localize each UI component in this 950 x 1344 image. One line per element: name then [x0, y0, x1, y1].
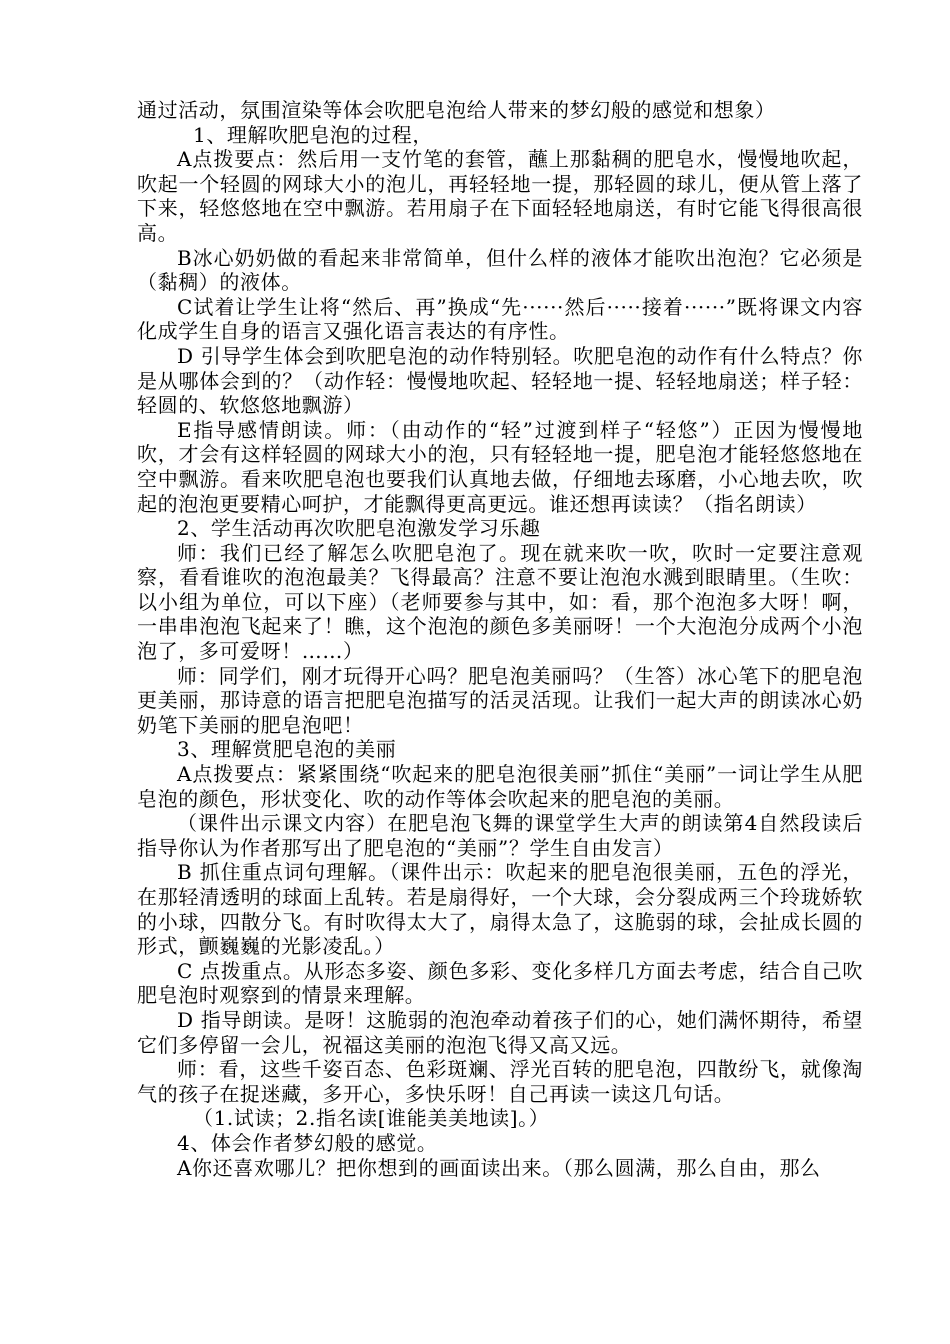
paragraph-2-teacher-2: 师：同学们，刚才玩得开心吗？肥皂泡美丽吗？（生答）冰心笔下的肥皂泡更美丽，那诗意的语言把肥皂泡描写的活灵活现。让我们一起大声的朗读冰心奶奶笔下美丽的肥皂泡吧！ [137, 663, 863, 737]
paragraph-intro-continuation: 通过活动，氛围渲染等体会吹肥皂泡给人带来的梦幻般的感觉和想象） [137, 98, 776, 122]
document-page [137, 98, 863, 1180]
heading-section-3: 3、理解赏肥皂泡的美丽 [177, 737, 397, 762]
heading-section-1: 1、理解吹肥皂泡的过程， [193, 122, 433, 147]
paragraph-3-teacher: 师：看，这些千姿百态、色彩斑斓、浮光百转的肥皂泡，四散纷飞，就像淘气的孩子在捉迷藏，多开心，多快乐呀！自己再读一读这几句话。 [137, 1057, 863, 1106]
paragraph-1e: E指导感情朗读。师：（由动作的“轻”过渡到样子“轻悠”）正因为慢慢地吹，才会有这样轻圆的网球大小的泡，只有轻轻地一提，肥皂泡才能轻悠悠地在空中飘游。看来吹肥皂泡也要我们认真地去做，仔细地去琢磨，小心地去吹，吹起的泡泡更要精心呵护，才能飘得更高更远。谁还想再读读？（指名朗读） [137, 417, 863, 516]
paragraph-2-teacher-1: 师：我们已经了解怎么吹肥皂泡了。现在就来吹一吹，吹时一定要注意观察，看看谁吹的泡泡最美？飞得最高？注意不要让泡泡水溅到眼睛里。（生吹：以小组为单位，可以下座）（老师要参与其中，如：看，那个泡泡多大呀！啊，一串串泡泡飞起来了！瞧，这个泡泡的颜色多美丽呀！一个大泡泡分成两个小泡泡了，多可爱呀！……） [137, 540, 863, 664]
paragraph-3c: C 点拨重点。从形态多姿、颜色多彩、变化多样几方面去考虑，结合自己吹肥皂泡时观察到的情景来理解。 [137, 958, 863, 1008]
paragraph-1d: D 引导学生体会到吹肥皂泡的动作特别轻。吹肥皂泡的动作有什么特点？你是从哪体会到的？（动作轻：慢慢地吹起、轻轻地一提、轻轻地扇送；样子轻：轻圆的、软悠悠地飘游） [137, 343, 863, 418]
heading-section-2: 2、学生活动再次吹肥皂泡激发学习乐趣 [177, 516, 541, 541]
paragraph-1c: C试着让学生让将“然后、再”换成“先······然后·····接着······”既将课文内容化成学生自身的语言又强化语言表达的有序性。 [137, 294, 863, 344]
paragraph-3b: B 抓住重点词句理解。（课件出示：吹起来的肥皂泡很美丽，五色的浮光，在那轻清透明的球面上乱转。若是扇得好，一个大球，会分裂成两三个玲珑娇软的小球，四散分飞。有时吹得太大了，扇得太急了，这脆弱的球，会扯成长圆的形式，颤巍巍的光影凌乱。） [137, 860, 863, 959]
paragraph-3-courseware: （课件出示课文内容）在肥皂泡飞舞的课堂学生大声的朗读第4自然段读后指导你认为作者那写出了肥皂泡的“美丽”？学生自由发言） [137, 811, 863, 860]
paragraph-3a: A点拨要点：紧紧围绕“吹起来的肥皂泡很美丽”抓住“美丽”一词让学生从肥皂泡的颜色，形状变化、吹的动作等体会吹起来的肥皂泡的美丽。 [137, 762, 863, 811]
heading-section-4: 4、体会作者梦幻般的感觉。 [177, 1130, 438, 1155]
paragraph-1b: B冰心奶奶做的看起来非常简单，但什么样的液体才能吹出泡泡？它必须是（黏稠）的液体。 [137, 245, 863, 295]
paragraph-1a: A点拨要点：然后用一支竹笔的套管，蘸上那黏稠的肥皂水，慢慢地吹起，吹起一个轻圆的网球大小的泡儿，再轻轻地一提，那轻圆的球儿，便从管上落了下来，轻悠悠地在空中飘游。若用扇子在下面轻轻地扇送，有时它能飞得很高很高。 [137, 147, 863, 245]
paragraph-3d: D 指导朗读。是呀！这脆弱的泡泡牵动着孩子们的心，她们满怀期待，希望它们多停留一会儿，祝福这美丽的泡泡飞得又高又远。 [137, 1007, 863, 1057]
paragraph-3-reading-steps: （1.试读；2.指名读[谁能美美地读]。） [193, 1106, 550, 1131]
paragraph-4a: A你还喜欢哪儿？把你想到的画面读出来。（那么圆满，那么自由，那么 [177, 1155, 821, 1180]
